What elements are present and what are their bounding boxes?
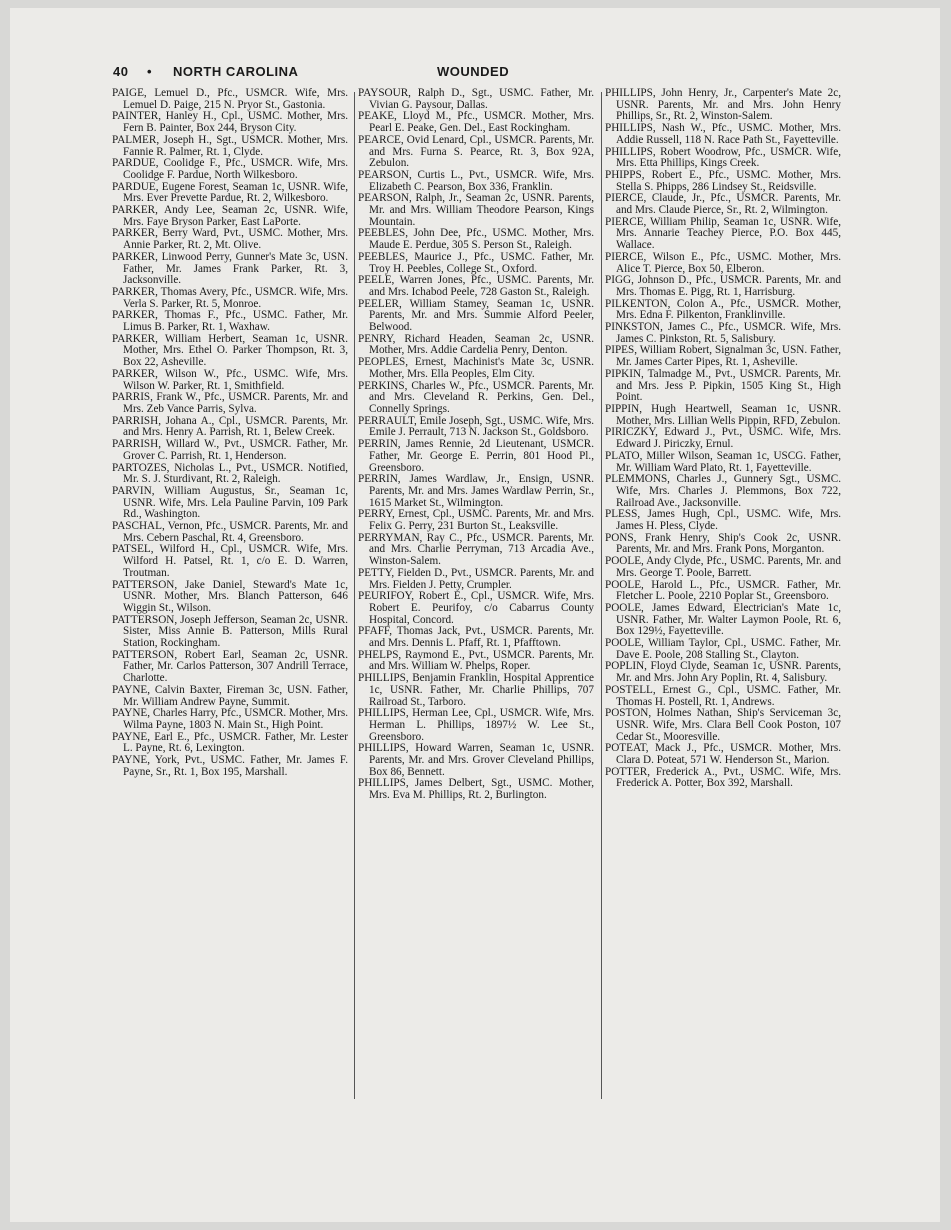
casualty-entry: PARKER, Berry Ward, Pvt., USMC. Mother, Mrs. Annie Parker, Rt. 2, Mt. Olive. (112, 227, 348, 252)
casualty-entry: PARDUE, Coolidge F., Pfc., USMCR. Wife, Mrs. Coolidge F. Pardue, North Wilkesboro. (112, 157, 348, 181)
casualty-entry: PARKER, William Herbert, Seaman 1c, USNR. Mother, Mrs. Ethel O. Parker Thompson, Rt. 3, Box 22, Asheville. (112, 332, 348, 369)
casualty-entry: PARKER, Linwood Perry, Gunner's Mate 3c, USN. Father, Mr. James Frank Parker, Rt. 3, Jacksonville. (112, 250, 348, 287)
casualty-entry: PALMER, Joseph H., Sgt., USMCR. Mother, Mrs. Fannie R. Palmer, Rt. 1, Clyde. (112, 133, 348, 158)
casualty-entry: PIGG, Johnson D., Pfc., USMCR. Parents, Mr. and Mrs. Thomas E. Pigg, Rt. 1, Harrisburg. (605, 274, 841, 298)
casualty-entry: PETTY, Fielden D., Pvt., USMCR. Parents, Mr. and Mrs. Fielden J. Petty, Crumpler. (358, 566, 594, 591)
casualty-entry: PHILLIPS, Howard Warren, Seaman 1c, USNR. Parents, Mr. and Mrs. Grover Cleveland Phillips, Box 86, Bennett. (358, 742, 594, 778)
casualty-entry: PHILLIPS, Robert Woodrow, Pfc., USMCR. Wife, Mrs. Etta Phillips, Kings Creek. (605, 145, 841, 170)
casualty-entry: PHILLIPS, James Delbert, Sgt., USMC. Mother, Mrs. Eva M. Phillips, Rt. 2, Burlington. (358, 777, 594, 802)
casualty-entry: PIRICZKY, Edward J., Pvt., USMC. Wife, Mrs. Edward J. Piriczky, Ernul. (605, 426, 841, 451)
casualty-entry: POOLE, William Taylor, Cpl., USMC. Father, Mr. Dave E. Poole, 208 Stalling St., Clayton. (605, 637, 841, 661)
casualty-entry: PFAFF, Thomas Jack, Pvt., USMCR. Parents, Mr. and Mrs. Dennis L. Pfaff, Rt. 1, Pfafftown. (358, 625, 594, 650)
casualty-entry: PASCHAL, Vernon, Pfc., USMCR. Parents, Mr. and Mrs. Cebern Paschal, Rt. 4, Greensboro. (112, 520, 348, 544)
casualty-entry: PATTERSON, Robert Earl, Seaman 2c, USNR. Father, Mr. Carlos Patterson, 307 Andrill Terrace, Charlotte. (112, 648, 348, 685)
casualty-entry: PLESS, James Hugh, Cpl., USMC. Wife, Mrs. James H. Pless, Clyde. (605, 508, 841, 533)
casualty-entry: POOLE, Andy Clyde, Pfc., USMC. Parents, Mr. and Mrs. George T. Poole, Barrett. (605, 555, 841, 579)
casualty-entry: PAYNE, Calvin Baxter, Fireman 3c, USN. Father, Mr. William Andrew Payne, Summit. (112, 683, 348, 708)
casualty-entry: PHELPS, Raymond E., Pvt., USMCR. Parents, Mr. and Mrs. William W. Phelps, Roper. (358, 648, 594, 673)
casualty-entry: PERRIN, James Wardlaw, Jr., Ensign, USNR. Parents, Mr. and Mrs. James Wardlaw Perrin, Sr., 1615 Market St., Wilmington. (358, 473, 594, 509)
casualty-entry: PEOPLES, Ernest, Machinist's Mate 3c, USNR. Mother, Mrs. Ella Peoples, Elm City. (358, 356, 594, 380)
casualty-entry: POSTON, Holmes Nathan, Ship's Serviceman 3c, USNR. Wife, Mrs. Clara Bell Cook Poston, 107 Cedar St., Mooresville. (605, 707, 841, 743)
state-heading: NORTH CAROLINA (173, 64, 299, 79)
casualty-entry: PONS, Frank Henry, Ship's Cook 2c, USNR. Parents, Mr. and Mrs. Frank Pons, Morganton. (605, 531, 841, 556)
casualty-entry: PAIGE, Lemuel D., Pfc., USMCR. Wife, Mrs. Lemuel D. Paige, 215 N. Pryor St., Gastonia. (112, 87, 348, 111)
bullet-separator: • (147, 64, 153, 79)
casualty-entry: POTTER, Frederick A., Pvt., USMC. Wife, Mrs. Frederick A. Potter, Box 392, Marshall. (605, 765, 841, 790)
casualty-entry: PIPPIN, Hugh Heartwell, Seaman 1c, USNR. Mother, Mrs. Lillian Wells Pippin, RFD, Zebulon. (605, 402, 841, 427)
casualty-entry: PERKINS, Charles W., Pfc., USMCR. Parents, Mr. and Mrs. Cleveland R. Perkins, Gen. Del., Connelly Springs. (358, 379, 594, 415)
casualty-entry: PATTERSON, Joseph Jefferson, Seaman 2c, USNR. Sister, Miss Annie B. Patterson, Mills Rural Station, Rockingham. (112, 613, 348, 650)
casualty-entry: PATTERSON, Jake Daniel, Steward's Mate 1c, USNR. Mother, Mrs. Blanch Patterson, 646 Wiggin St., Wilson. (112, 578, 348, 614)
casualty-entry: PEARSON, Curtis L., Pvt., USMCR. Wife, Mrs. Elizabeth C. Pearson, Box 336, Franklin. (358, 168, 594, 193)
casualty-entry: POSTELL, Ernest G., Cpl., USMC. Father, Mr. Thomas H. Postell, Rt. 1, Andrews. (605, 683, 841, 708)
page-number: 40 (113, 64, 129, 79)
casualty-entry: POOLE, Harold L., Pfc., USMCR. Father, Mr. Fletcher L. Poole, 2210 Poplar St., Greensboro. (605, 578, 841, 603)
casualty-entry: PAYNE, York, Pvt., USMC. Father, Mr. James F. Payne, Sr., Rt. 1, Box 195, Marshall. (112, 754, 348, 778)
casualty-entry: PEURIFOY, Robert E., Cpl., USMCR. Wife, Mrs. Robert E. Peurifoy, c/o Cabarrus County Hospital, Concord. (358, 590, 594, 626)
casualty-entry: PARVIN, William Augustus, Sr., Seaman 1c, USNR. Wife, Mrs. Lela Pauline Parvin, 109 Park Rd., Washington. (112, 484, 348, 521)
casualty-entry: PARTOZES, Nicholas L., Pvt., USMCR. Notified, Mr. S. J. Sturdivant, Rt. 2, Raleigh. (112, 461, 348, 486)
casualty-entry: PARRISH, Johana A., Cpl., USMCR. Parents, Mr. and Mrs. Henry A. Parrish, Rt. 1, Belew Creek. (112, 414, 348, 439)
casualty-entry: PEARSON, Ralph, Jr., Seaman 2c, USNR. Parents, Mr. and Mrs. William Theodore Pearson, Kings Mountain. (358, 192, 594, 228)
casualty-entry: PARKER, Thomas F., Pfc., USMC. Father, Mr. Limus B. Parker, Rt. 1, Waxhaw. (112, 309, 348, 334)
casualty-entry: PEAKE, Lloyd M., Pfc., USMCR. Mother, Mrs. Pearl E. Peake, Gen. Del., East Rockingham. (358, 110, 594, 135)
casualty-entry: PERRIN, James Rennie, 2d Lieutenant, USMCR. Father, Mr. George E. Perrin, 801 Hood Pl., Greensboro. (358, 438, 594, 474)
casualty-entry: PEEBLES, Maurice J., Pfc., USMC. Father, Mr. Troy H. Peebles, College St., Oxford. (358, 250, 594, 275)
casualty-entry: PARDUE, Eugene Forest, Seaman 1c, USNR. Wife, Mrs. Ever Prevette Pardue, Rt. 2, Wilkesboro. (112, 180, 348, 205)
casualty-entry: PILKENTON, Colon A., Pfc., USMCR. Mother, Mrs. Edna F. Pilkenton, Franklinville. (605, 297, 841, 322)
casualty-entry: PARKER, Wilson W., Pfc., USMC. Wife, Mrs. Wilson W. Parker, Rt. 1, Smithfield. (112, 367, 348, 392)
section-heading: WOUNDED (437, 64, 510, 79)
casualty-entry: PLATO, Miller Wilson, Seaman 1c, USCG. Father, Mr. William Ward Plato, Rt. 1, Fayetteville. (605, 449, 841, 474)
column-divider (354, 92, 355, 1099)
column-3 (605, 88, 841, 790)
casualty-entry: POPLIN, Floyd Clyde, Seaman 1c, USNR. Parents, Mr. and Mrs. John Ary Poplin, Rt. 4, Salisbury. (605, 660, 841, 685)
casualty-entry: PENRY, Richard Headen, Seaman 2c, USNR. Mother, Mrs. Addie Cardelia Penry, Denton. (358, 332, 594, 357)
casualty-entry: PHILLIPS, Benjamin Franklin, Hospital Apprentice 1c, USNR. Father, Mr. Charlie Phillips, 707 Railroad St., Tarboro. (358, 672, 594, 708)
casualty-entry: PIPKIN, Talmadge M., Pvt., USMCR. Parents, Mr. and Mrs. Jess P. Pipkin, 1505 King St., High Point. (605, 367, 841, 404)
casualty-entry: PARKER, Thomas Avery, Pfc., USMCR. Wife, Mrs. Verla S. Parker, Rt. 5, Monroe. (112, 285, 348, 310)
casualty-entry: POTEAT, Mack J., Pfc., USMCR. Mother, Mrs. Clara D. Poteat, 571 W. Henderson St., Marion. (605, 742, 841, 767)
casualty-entry: POOLE, James Edward, Electrician's Mate 1c, USNR. Father, Mr. Walter Laymon Poole, Rt. 6, Box 129½, Fayetteville. (605, 601, 841, 638)
casualty-entry: PERRAULT, Emile Joseph, Sgt., USMC. Wife, Mrs. Emile J. Perrault, 713 N. Jackson St., Goldsboro. (358, 414, 594, 439)
casualty-entry: PHIPPS, Robert E., Pfc., USMC. Mother, Mrs. Stella S. Phipps, 286 Lindsey St., Reidsville. (605, 168, 841, 193)
casualty-entry: PARRISH, Willard W., Pvt., USMCR. Father, Mr. Grover C. Parrish, Rt. 1, Henderson. (112, 438, 348, 462)
casualty-entry: PEARCE, Ovid Lenard, Cpl., USMCR. Parents, Mr. and Mrs. Furna S. Pearce, Rt. 3, Box 92A, Zebulon. (358, 133, 594, 170)
casualty-entry: PAYNE, Charles Harry, Pfc., USMCR. Mother, Mrs. Wilma Payne, 1803 N. Main St., High Point. (112, 707, 348, 731)
casualty-entry: PARKER, Andy Lee, Seaman 2c, USNR. Wife, Mrs. Faye Bryson Parker, East LaPorte. (112, 204, 348, 228)
casualty-entry: PIERCE, Wilson E., Pfc., USMC. Mother, Mrs. Alice T. Pierce, Box 50, Elberon. (605, 250, 841, 275)
casualty-entry: PARRIS, Frank W., Pfc., USMCR. Parents, Mr. and Mrs. Zeb Vance Parris, Sylva. (112, 391, 348, 415)
column-1 (112, 88, 348, 778)
casualty-entry: PAYNE, Earl E., Pfc., USMCR. Father, Mr. Lester L. Payne, Rt. 6, Lexington. (112, 730, 348, 755)
casualty-entry: PIERCE, Claude, Jr., Pfc., USMCR. Parents, Mr. and Mrs. Claude Pierce, Sr., Rt. 2, Wilmington. (605, 192, 841, 217)
casualty-entry: PHILLIPS, John Henry, Jr., Carpenter's Mate 2c, USNR. Parents, Mr. and Mrs. John Henry Phillips, Sr., Rt. 2, Winston-Salem. (605, 87, 841, 123)
page-header (113, 64, 853, 84)
column-2 (358, 88, 594, 802)
casualty-entry: PEELE, Warren Jones, Pfc., USMC. Parents, Mr. and Mrs. Ichabod Peele, 728 Gaston St., Raleigh. (358, 274, 594, 298)
casualty-entry: PERRYMAN, Ray C., Pfc., USMCR. Parents, Mr. and Mrs. Charlie Perryman, 713 Arcadia Ave., Winston-Salem. (358, 531, 594, 568)
casualty-entry: PLEMMONS, Charles J., Gunnery Sgt., USMC. Wife, Mrs. Charles J. Plemmons, Box 722, Railroad Ave., Jacksonville. (605, 473, 841, 509)
casualty-entry: PAYSOUR, Ralph D., Sgt., USMC. Father, Mr. Vivian G. Paysour, Dallas. (358, 87, 594, 111)
casualty-entry: PHILLIPS, Nash W., Pfc., USMC. Mother, Mrs. Addie Russell, 118 N. Race Path St., Fayetteville. (605, 122, 841, 146)
casualty-entry: PEEBLES, John Dee, Pfc., USMC. Mother, Mrs. Maude E. Perdue, 305 S. Person St., Raleigh. (358, 227, 594, 252)
casualty-entry: PINKSTON, James C., Pfc., USMCR. Wife, Mrs. James C. Pinkston, Rt. 5, Salisbury. (605, 321, 841, 345)
casualty-entry: PIPES, William Robert, Signalman 3c, USN. Father, Mr. James Carter Pipes, Rt. 1, Asheville. (605, 344, 841, 369)
column-divider (601, 92, 602, 1099)
casualty-entry: PEELER, William Stamey, Seaman 1c, USNR. Parents, Mr. and Mrs. Summie Alford Peeler, Belwood. (358, 297, 594, 334)
casualty-entry: PAINTER, Hanley H., Cpl., USMC. Mother, Mrs. Fern B. Painter, Box 244, Bryson City. (112, 110, 348, 135)
casualty-entry: PIERCE, William Philip, Seaman 1c, USNR. Wife, Mrs. Annarie Teachey Pierce, P.O. Box 445, Wallace. (605, 215, 841, 252)
casualty-entry: PATSEL, Wilford H., Cpl., USMCR. Wife, Mrs. Wilford H. Patsel, Rt. 1, c/o E. D. Warren, Troutman. (112, 543, 348, 579)
casualty-entry: PHILLIPS, Herman Lee, Cpl., USMCR. Wife, Mrs. Herman L. Phillips, 1897½ W. Lee St., Greensboro. (358, 707, 594, 743)
casualty-entry: PERRY, Ernest, Cpl., USMC. Parents, Mr. and Mrs. Felix G. Perry, 231 Burton St., Leaksville. (358, 508, 594, 533)
